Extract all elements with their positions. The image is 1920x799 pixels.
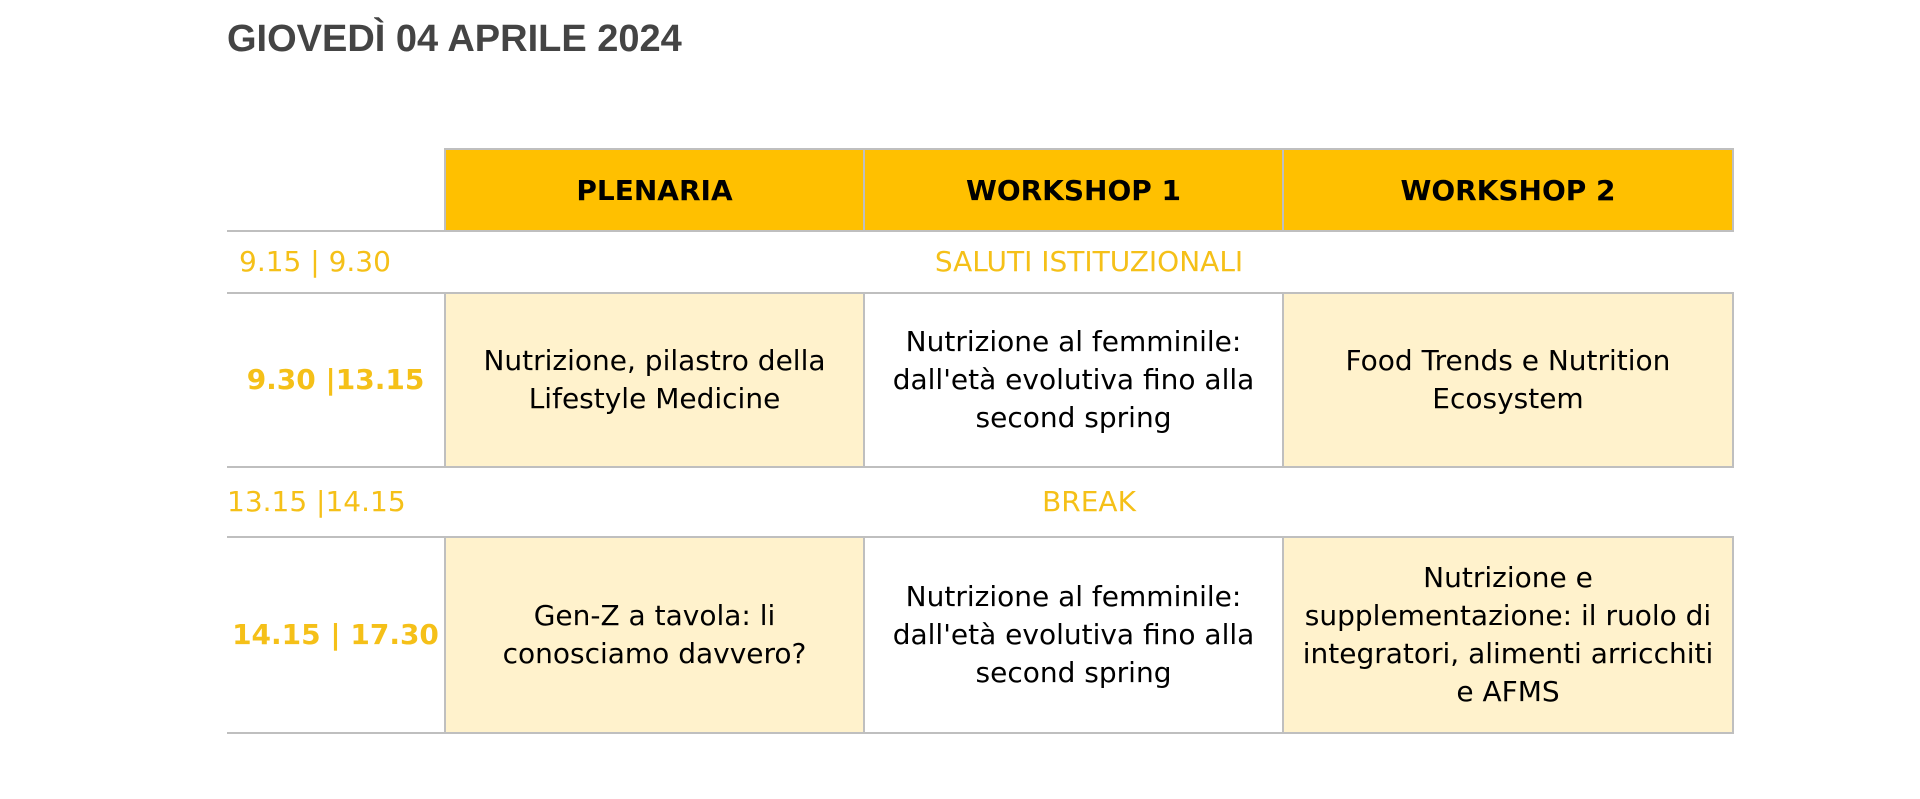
column-header-workshop-1: WORKSHOP 1 [864, 149, 1283, 231]
table-row [227, 231, 1733, 293]
time-slot: 9.30 |13.15 [227, 293, 445, 467]
session-cell-workshop-1: Nutrizione al femminile: dall'età evolutiva fino alla second spring [864, 537, 1283, 733]
session-label-saluti: SALUTI ISTITUZIONALI [445, 231, 1733, 293]
column-header-workshop-2: WORKSHOP 2 [1283, 149, 1733, 231]
session-label-break: BREAK [445, 467, 1733, 537]
schedule-table [227, 148, 1734, 734]
header-row [227, 149, 1733, 231]
table-row [227, 293, 1733, 467]
time-slot: 9.15 | 9.30 [227, 231, 445, 293]
session-cell-plenaria: Nutrizione, pilastro della Lifestyle Medicine [445, 293, 864, 467]
time-slot: 14.15 | 17.30 [227, 537, 445, 733]
table-row [227, 537, 1733, 733]
column-header-plenaria: PLENARIA [445, 149, 864, 231]
session-cell-workshop-2: Nutrizione e supplementazione: il ruolo di integratori, alimenti arricchiti e AFMS [1283, 537, 1733, 733]
session-cell-plenaria: Gen-Z a tavola: li conosciamo davvero? [445, 537, 864, 733]
header-corner [227, 149, 445, 231]
time-slot: 13.15 |14.15 [227, 467, 445, 537]
table-row [227, 467, 1733, 537]
session-cell-workshop-1: Nutrizione al femminile: dall'età evolutiva fino alla second spring [864, 293, 1283, 467]
session-cell-workshop-2: Food Trends e Nutrition Ecosystem [1283, 293, 1733, 467]
page-title: GIOVEDÌ 04 APRILE 2024 [227, 18, 682, 60]
